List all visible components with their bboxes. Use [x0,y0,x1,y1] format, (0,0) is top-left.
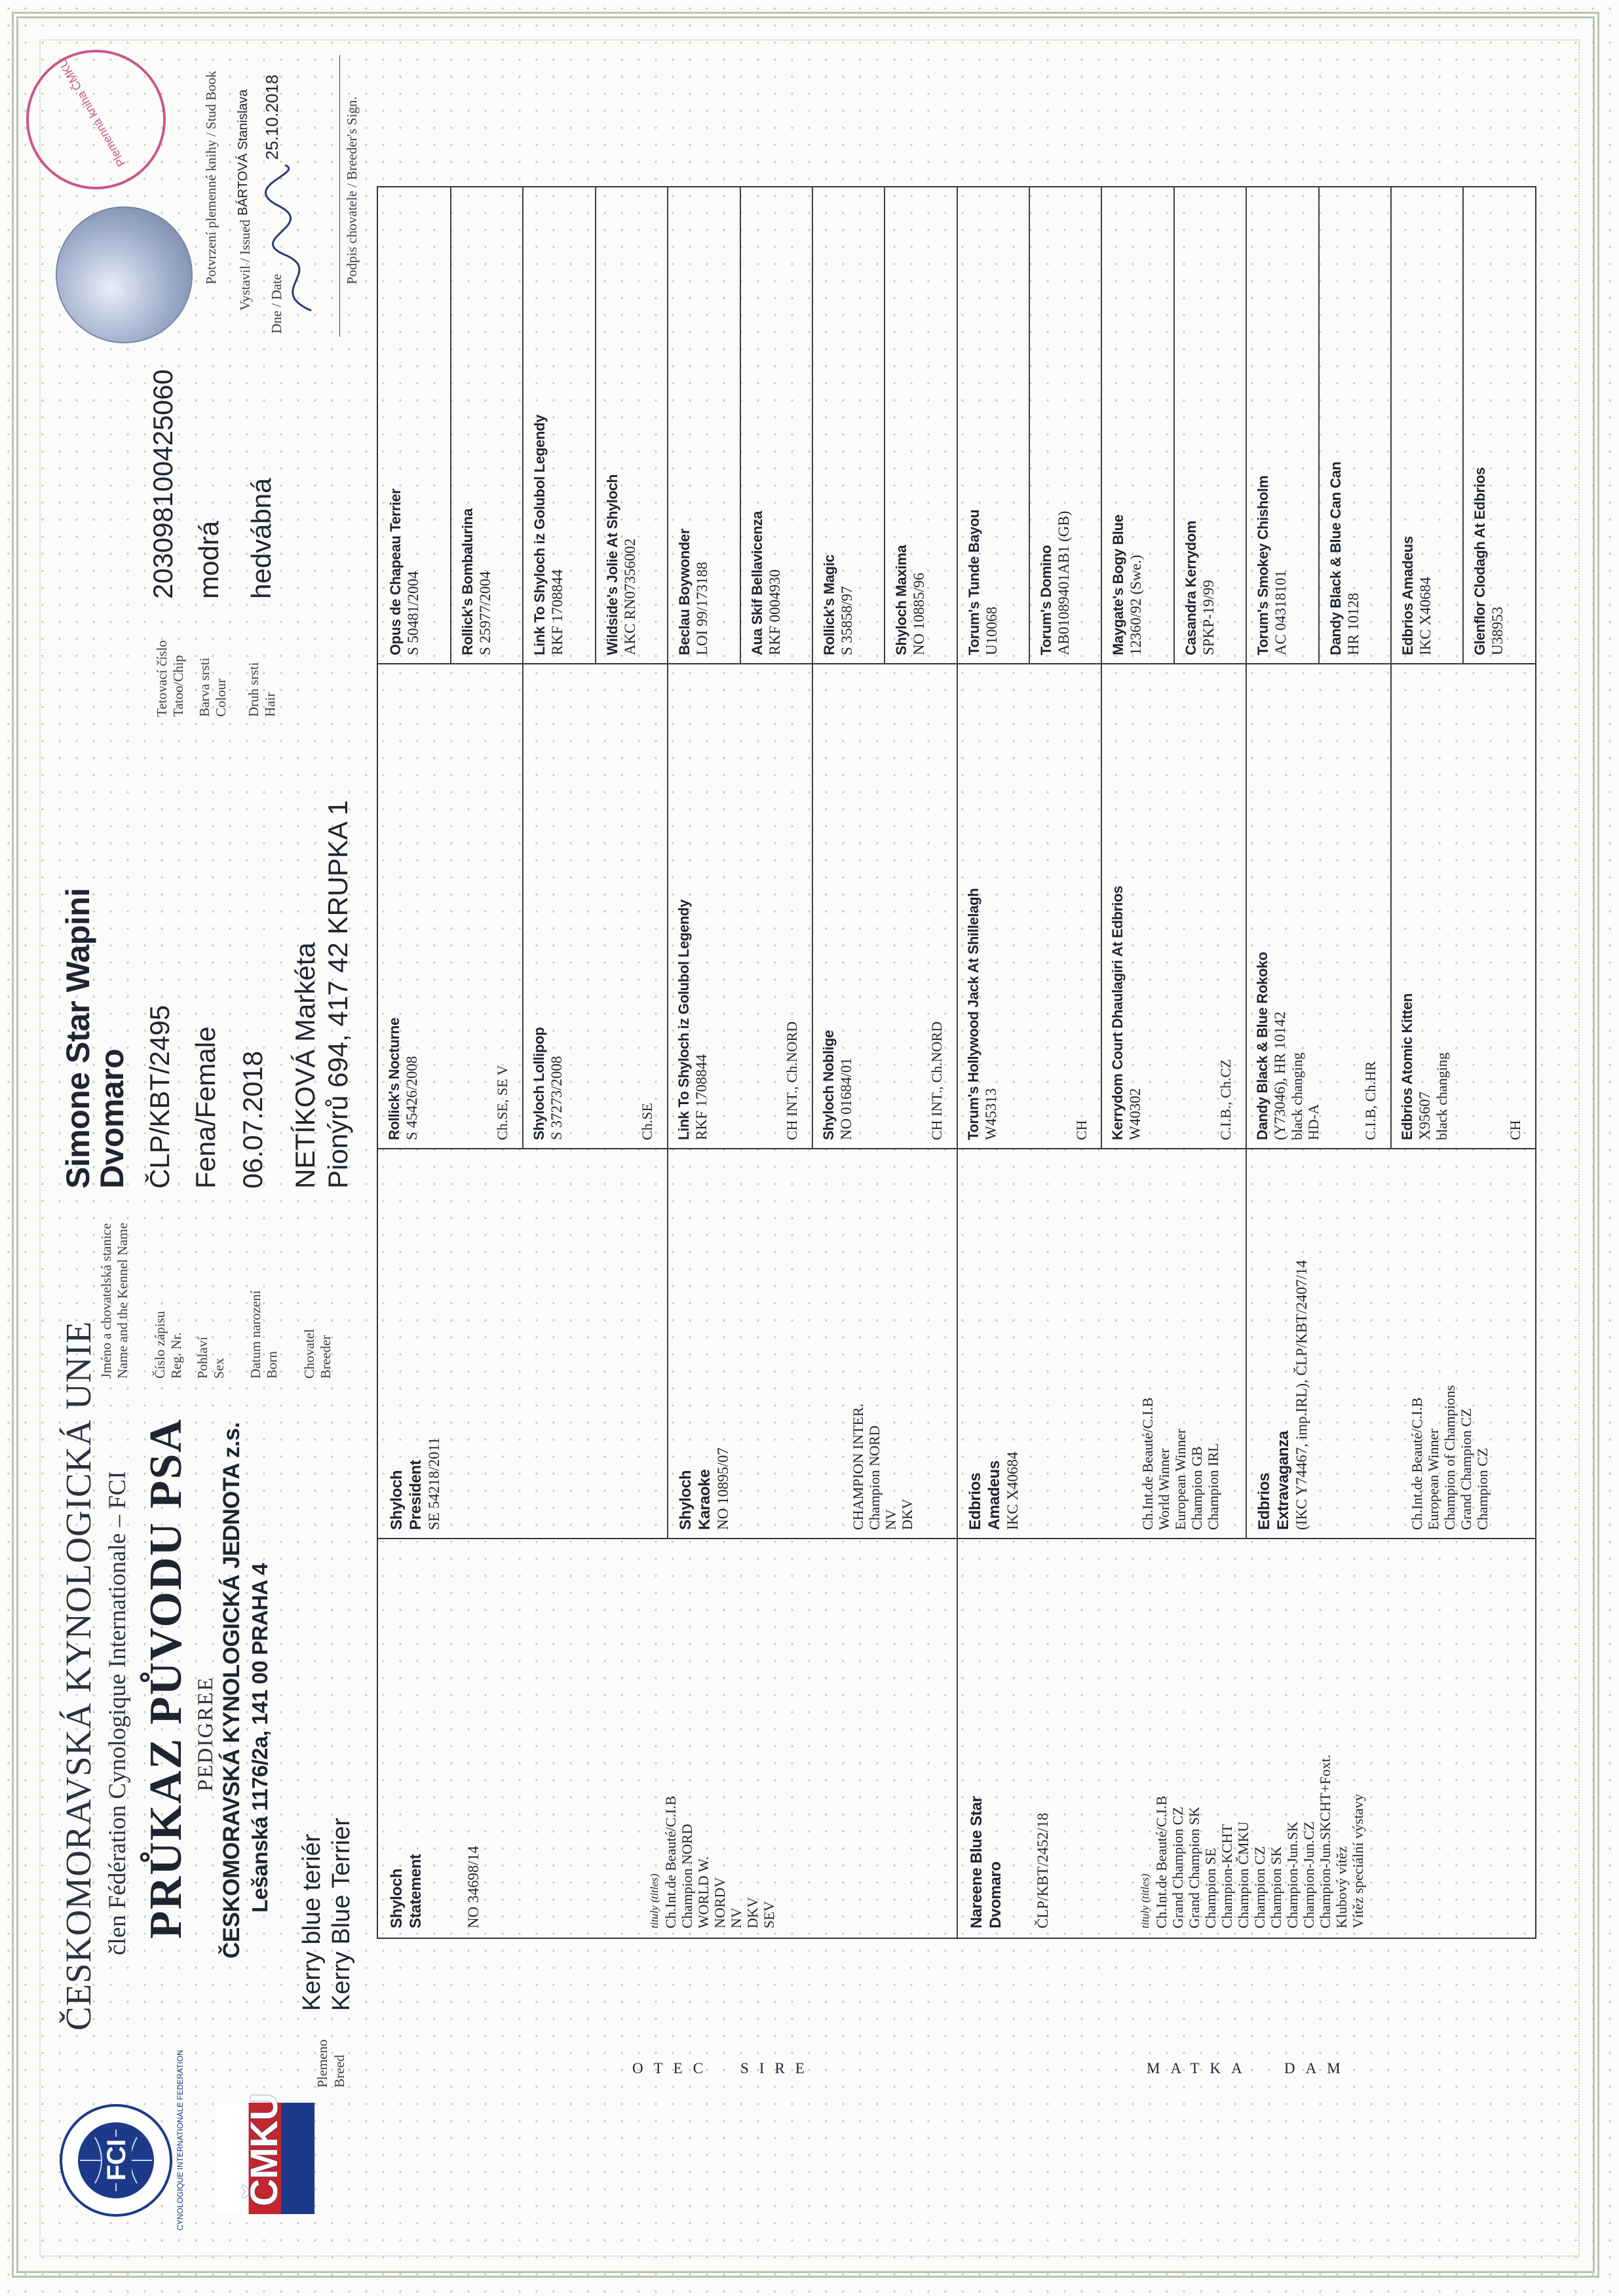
grandparent-name: Shyloch [677,1470,695,1530]
side-label-dam: DAM [1284,2060,1351,2076]
gggp-name: Shyloch Maxima [893,545,909,655]
signature-line [339,55,340,337]
dam-title: Champion-Jun.CZ [1301,1821,1317,1928]
dog-reg-number: ČLP/KBT/2495 [144,1004,175,1189]
sire-title: NORDV [712,1877,728,1928]
breeder-sign-label: Podpis chovatele / Breeder's Sign. [344,96,360,284]
gggp-reg: S 50481/2004 [405,571,421,655]
gggp-cell [531,190,566,655]
grandparent-cell [387,1157,443,1530]
grandparent-title: CHAMPION INTER. [850,1403,866,1530]
gggp-name: Rollick's Bombalurina [459,508,476,655]
dam-reg: ČLP/KBT/2452/18 [1035,1812,1051,1928]
ggp-reg: (Y73046), HR 10142 [1272,1011,1288,1140]
sire-cell [387,1548,777,1928]
dog-birth-date: 06.07.2018 [237,1050,268,1189]
ggp-reg: S 45426/2008 [404,1056,420,1140]
reg-label-en: Reg. Nr. [168,1332,184,1379]
gggp-cell [1038,190,1073,655]
issuer-address: Lešanská 1176/2a, 141 00 PRAHA 4 [248,1563,272,1913]
great-grandparent-cell [820,668,951,1140]
ggp-titles: CH INT., Ch.NORD [784,1021,800,1140]
gggp-cell [1400,190,1434,655]
dam-title: Grand Champion CZ [1170,1807,1186,1928]
dam-title: Champion-KCHT [1219,1824,1235,1928]
great-grandparent-cell [965,668,1096,1140]
gggp-cell [676,190,711,655]
gggp-cell [459,190,494,655]
gggp-name: Opus de Chapeau Terrier [387,488,404,655]
grandparent-name: Shyloch [388,1470,406,1530]
fci-logo-text: FCI [102,2137,132,2183]
gggp-reg: SPKP-19/99 [1200,579,1217,655]
gggp-reg: HR 10128 [1345,592,1362,655]
ggp-titles: Ch.SE, SE V [494,1065,510,1140]
org-name: ČESKOMORAVSKÁ KYNOLOGICKÁ UNIE [58,1320,98,2031]
gggp-reg: RKF 1708844 [549,569,565,655]
cmku-logo [216,2094,314,2214]
gggp-cell [604,190,639,655]
ggp-titles: CH INT., Ch.NORD [928,1021,945,1140]
ggp-reg: RKF 1708844 [693,1054,710,1140]
issued-label: Vystavil / Issued [237,220,253,311]
sire-title: Champion NORD [679,1824,695,1928]
gggp-name: Torum's Domino [1038,545,1054,655]
gggp-cell [893,190,928,655]
gggp-reg: S 35858/97 [839,586,855,655]
grandparent-title: World Winner [1156,1448,1172,1530]
grandparent-title: Champion of Champions [1441,1385,1458,1530]
born-label-en: Born [264,1351,280,1379]
gggp-name: Casandra Kerrydom [1183,520,1199,655]
colour-label-en: Colour [213,678,229,717]
issued-by: BÁRTOVÁ Stanislava [236,89,250,216]
great-grandparent-cell [1399,668,1530,1140]
born-label-cz: Datum narození [248,1290,263,1379]
dog-sex: Fena/Female [190,1026,221,1189]
grandparent-reg: NO 10895/07 [715,1447,731,1530]
gggp-name: Dandy Black & Blue Can Can [1327,461,1344,655]
document-title: PRŮKAZ PŮVODU PSA [141,1418,191,1939]
grandparent-name-2: Karaoke [696,1469,714,1530]
breed-label-en: Breed [332,2054,347,2088]
gggp-name: Aua Skif Bellavicenza [749,511,765,655]
gggp-reg: NO 10885/96 [911,573,927,655]
gggp-cell [1255,190,1289,655]
ggp-titles: C.I.B, Ch.HR [1362,1061,1379,1140]
dam-title: Champion-Jun.SK [1284,1821,1301,1928]
sire-title: WORLD W. [695,1856,712,1928]
great-grandparent-cell [1254,668,1385,1140]
sex-label-en: Sex [211,1358,227,1379]
stamp-text: Plemenná kniha ČMKU [55,56,128,169]
grandparent-title: European Winner [1425,1428,1441,1530]
sire-name-2: Statement [407,1854,425,1928]
grandparent-title: Champion GB [1189,1446,1205,1530]
dam-name: Nareene Blue Star [968,1796,985,1928]
gggp-name: Torum's Smokey Chisholm [1255,475,1271,655]
ggp-reg: S 37273/2008 [548,1056,565,1140]
grandparent-title: Champion IRL [1205,1443,1221,1530]
gggp-reg: AC 04318101 [1272,570,1289,655]
grandparent-title: Grand Champion CZ [1458,1408,1474,1530]
grandparent-reg: SE 54218/2011 [426,1437,442,1530]
issuer-name: ČESKOMORAVSKÁ KYNOLOGICKÁ JEDNOTA z.s. [219,1422,244,1959]
pedigree-grid [377,186,1536,1939]
gggp-reg: RKF 0004930 [767,569,783,655]
cmku-logo-text: ČMKU [243,2094,286,2206]
grandparent-title: European Winner [1172,1428,1189,1530]
breed-value-cz: Kerry blue teriér [298,1833,326,2011]
grandparent-title: Champion NORD [866,1425,883,1530]
gggp-name: Glenflor Clodagh At Edbrios [1472,467,1488,655]
breeder-label-cz: Chovatel [301,1329,317,1379]
date-label: Dne / Date [269,274,284,334]
side-label-mother: MATKA [1147,2060,1253,2076]
gggp-cell [1110,190,1145,655]
grandparent-name: Edbrios [1255,1472,1273,1530]
hair-type: hedvábná [246,478,276,599]
gggp-name: Rollick's Magic [821,554,837,655]
ggp-name: Shyloch Noblige [820,1030,837,1140]
studbook-stamp [26,50,166,189]
gggp-reg: 12360/92 (Swe.) [1128,554,1144,655]
great-grandparent-cell [531,668,662,1140]
dam-title: Champion SE [1202,1848,1219,1928]
ggp-name: Rollick's Nocturne [386,1018,402,1140]
breeder-address: Pionýrů 694, 417 42 KRUPKA 1 [322,799,353,1189]
dam-title: Ch.Int.de Beauté/C.I.B [1153,1795,1170,1928]
dam-cell [967,1548,1366,1928]
coat-colour: modrá [193,520,224,599]
ggp-name: Edbrios Atomic Kitten [1399,993,1415,1140]
grandparent-reg: (IKC Y74467, imp.IRL), ČLP/KBT/2407/14 [1293,1260,1310,1530]
sire-title: NV [728,1907,744,1928]
dam-title: Champion SK [1268,1846,1284,1928]
ggp-titles: CH [1507,1120,1523,1140]
grandparent-title: DKV [899,1499,915,1530]
name-label-en: Name and the Kennel Name [115,1223,130,1379]
dog-name: Simone Star Wapini [60,888,96,1189]
gggp-cell [821,190,856,655]
hair-label-cz: Druh srsti [246,662,261,717]
org-membership: člen Fédération Cynologique Internationale – FCI [104,1471,131,1955]
colour-label-cz: Barva srsti [197,657,212,717]
side-label-father: OTEC [632,2060,714,2076]
dam-title: Champion-Jun.SKCHT+Foxt. [1317,1754,1333,1928]
ggp-titles: CH [1073,1120,1090,1140]
gggp-cell [1327,190,1362,655]
document-subtitle: PEDIGREE [194,1676,218,1791]
grandparent-title: Ch.Int.de Beauté/C.I.B [1409,1397,1425,1530]
grandparent-reg: IKC X40684 [1004,1451,1021,1530]
sire-title: SEV [761,1901,777,1928]
dam-title: Grand Champion SK [1186,1807,1202,1928]
breeder-label-en: Breeder [318,1335,333,1379]
gggp-reg: U10068 [983,606,1000,655]
ggp-reg: W45313 [983,1088,999,1140]
ggp-reg: W40302 [1127,1088,1143,1140]
dam-name-2: Dvomaro [987,1862,1004,1928]
chip-number: 203098100425060 [147,369,178,599]
breeder-name: NETÍKOVÁ Markéta [290,942,320,1189]
grandparent-title: Champion CZ [1474,1447,1491,1530]
name-label-cz: Jméno a chovatelská stanice [98,1223,114,1379]
gggp-cell [749,190,784,655]
gggp-reg: U38953 [1489,606,1506,655]
studbook-confirm-label: Potvrzení plemenné knihy / Stud Book [203,70,219,284]
gggp-name: Wildside's Jolie At Shyloch [604,474,620,655]
grandparent-cell [676,1157,915,1530]
grandparent-cell [966,1157,1221,1530]
dam-title: Vítěz speciální výstavy [1350,1793,1366,1928]
ggp-name: Shyloch Lollipop [531,1027,547,1140]
hologram-seal [56,206,193,343]
grandparent-title: Ch.Int.de Beauté/C.I.B [1139,1397,1156,1530]
gggp-reg: AB01089401AB1 (GB) [1056,510,1072,655]
gggp-name: Edbrios Amadeus [1400,536,1416,655]
chip-label-en: Tatoo/Chip [170,655,186,717]
ggp-name: Link To Shyloch iz Golubol Legendy [676,899,692,1140]
sex-label-cz: Pohlaví [195,1336,210,1379]
issue-date: 25.10.2018 [262,74,282,160]
grandparent-name-2: President [407,1460,425,1530]
gggp-name: Maygate's Bogy Blue [1110,514,1126,655]
ggp-reg: X95607 [1417,1091,1433,1140]
grandparent-name-2: Amadeus [985,1461,1003,1530]
side-label-sire: SIRE [740,2060,815,2076]
grandparent-cell [1255,1157,1491,1530]
breed-label-cz: Plemeno [314,2039,330,2088]
gggp-cell [1183,190,1217,655]
reg-label-cz: Číslo zápisu [152,1311,168,1379]
ggp-extra: black changing [1289,1052,1305,1140]
ggp-titles: C.I.B., Ch.CZ [1217,1059,1234,1140]
gggp-reg: S 25977/2004 [477,571,493,655]
ggp-name: Torum's Hollywood Jack At Shillelagh [965,888,981,1140]
gggp-reg: AKC RN07356002 [622,538,638,655]
gggp-cell [1472,190,1506,655]
fci-logo [59,2050,185,2230]
dog-kennel: Dvomaro [94,1048,130,1189]
grandparent-name-2: Extravaganza [1274,1430,1292,1530]
dam-title: Champion CZ [1251,1846,1268,1928]
gggp-reg: IKC X40684 [1417,577,1434,655]
ggp-titles: Ch.SE [639,1103,655,1140]
gggp-cell [966,190,1000,655]
hair-label-en: Hair [262,692,278,717]
handwritten-signature [259,160,331,317]
great-grandparent-cell [1109,668,1240,1140]
fci-ring-text: CYNOLOGIQUE INTERNATIONALE FEDERATION [176,2050,185,2230]
dam-titles-label: tituly (titles) [1139,1873,1151,1928]
sire-name: Shyloch [388,1868,406,1928]
grandparent-title: NV [883,1509,899,1530]
dam-title: Champion ČMKU [1235,1821,1251,1928]
gggp-name: Beclau Boywonder [676,528,693,655]
grandparent-name: Edbrios [966,1472,984,1530]
ggp-extra: black changing [1434,1052,1450,1140]
ggp-extra: HD-A [1305,1104,1322,1140]
sire-titles-label: tituly (titles) [648,1873,660,1928]
great-grandparent-cell [386,668,517,1140]
chip-label-cz: Tetovací číslo [154,640,170,717]
gggp-reg: LOI 99/173188 [694,562,710,655]
gggp-name: Torum's Tunde Bayou [966,509,982,655]
ggp-name: Kerrydom Court Dhaulagiri At Edbrios [1109,885,1126,1140]
ggp-reg: NO 01684/01 [838,1058,854,1140]
breed-value-en: Kerry Blue Terrier [328,1818,355,2011]
gggp-name: Link To Shyloch iz Golubol Legendy [531,414,548,655]
great-grandparent-cell [676,668,807,1140]
dam-title: Klubový vítěz [1333,1846,1350,1928]
sire-title: Ch.Int.de Beauté/C.I.B [662,1795,679,1928]
sire-reg: NO 34698/14 [465,1846,482,1928]
gggp-cell [387,190,422,655]
sire-title: DKV [744,1897,761,1928]
ggp-name: Dandy Black & Blue Rokoko [1254,951,1270,1140]
